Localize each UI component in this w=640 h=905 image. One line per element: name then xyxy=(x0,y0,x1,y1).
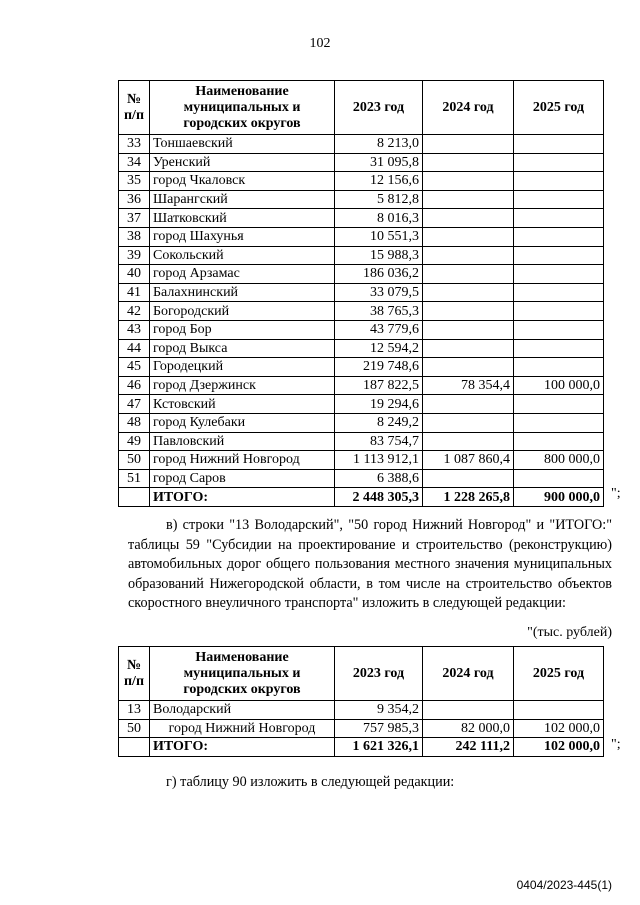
table-row xyxy=(119,701,604,720)
row-2023: 43 779,6 xyxy=(335,320,423,339)
row-number: 48 xyxy=(119,413,150,432)
table-row xyxy=(119,283,604,302)
row-2025 xyxy=(514,246,604,265)
row-2024: 1 087 860,4 xyxy=(423,451,514,470)
row-number: 46 xyxy=(119,376,150,395)
row-2024 xyxy=(423,153,514,172)
table-row xyxy=(119,451,604,470)
row-name: Кстовский xyxy=(150,395,335,414)
total-empty-cell xyxy=(119,738,150,757)
row-2025 xyxy=(514,135,604,154)
row-2025 xyxy=(514,469,604,488)
row-2025 xyxy=(514,283,604,302)
row-2024 xyxy=(423,283,514,302)
row-number: 43 xyxy=(119,320,150,339)
header-name: Наименование муниципальных и городских округов xyxy=(150,647,335,701)
row-number: 42 xyxy=(119,302,150,321)
paragraph-v: в) строки "13 Володарский", "50 город Нижний Новгород" и "ИТОГО:" таблицы 59 "Субсидии на проектирование и строительство (реконструкцию) автомобильных дорог общего пользования местного значения муниципальных образований Нижегородской области, в том числе на строительство объектов скоростного внеуличного транспорта" изложить в следующей редакции: xyxy=(128,517,612,612)
paragraph-g: г) таблицу 90 изложить в следующей редакции: xyxy=(166,774,455,790)
header-2025: 2025 год xyxy=(514,647,604,701)
row-2024 xyxy=(423,246,514,265)
table-row xyxy=(119,358,604,377)
row-2025: 102 000,0 xyxy=(514,719,604,738)
table-row xyxy=(119,153,604,172)
table-row xyxy=(119,302,604,321)
total-2025: 102 000,0 xyxy=(514,738,604,757)
row-2025 xyxy=(514,358,604,377)
row-2023: 19 294,6 xyxy=(335,395,423,414)
total-2023: 1 621 326,1 xyxy=(335,738,423,757)
row-name: город Саров xyxy=(150,469,335,488)
row-2025 xyxy=(514,209,604,228)
row-2024 xyxy=(423,339,514,358)
table2-closing-quote: "; xyxy=(611,737,621,752)
row-2024 xyxy=(423,413,514,432)
row-2025 xyxy=(514,339,604,358)
row-name: Тоншаевский xyxy=(150,135,335,154)
row-2024 xyxy=(423,358,514,377)
total-label: ИТОГО: xyxy=(150,738,335,757)
row-2023: 12 594,2 xyxy=(335,339,423,358)
row-number: 13 xyxy=(119,701,150,720)
row-number: 34 xyxy=(119,153,150,172)
row-number: 40 xyxy=(119,265,150,284)
subsidy-table-continuation xyxy=(118,80,604,507)
table-row xyxy=(119,227,604,246)
row-2023: 187 822,5 xyxy=(335,376,423,395)
row-2024 xyxy=(423,432,514,451)
table-row xyxy=(119,172,604,191)
header-num: № п/п xyxy=(119,81,150,135)
row-2023: 8 016,3 xyxy=(335,209,423,228)
row-number: 37 xyxy=(119,209,150,228)
table-row xyxy=(119,469,604,488)
row-2024: 78 354,4 xyxy=(423,376,514,395)
row-2024 xyxy=(423,172,514,191)
row-2025 xyxy=(514,413,604,432)
row-2025 xyxy=(514,265,604,284)
row-2025 xyxy=(514,172,604,191)
row-name: Уренский xyxy=(150,153,335,172)
table-row xyxy=(119,265,604,284)
row-2023: 1 113 912,1 xyxy=(335,451,423,470)
row-2023: 10 551,3 xyxy=(335,227,423,246)
row-number: 41 xyxy=(119,283,150,302)
header-name: Наименование муниципальных и городских округов xyxy=(150,81,335,135)
row-2025 xyxy=(514,320,604,339)
row-2023: 8 249,2 xyxy=(335,413,423,432)
row-2023: 33 079,5 xyxy=(335,283,423,302)
total-label: ИТОГО: xyxy=(150,488,335,507)
row-2024 xyxy=(423,227,514,246)
page-number: 102 xyxy=(309,36,331,51)
row-2023: 5 812,8 xyxy=(335,190,423,209)
row-name: город Нижний Новгород xyxy=(150,719,335,738)
row-number: 36 xyxy=(119,190,150,209)
row-2024 xyxy=(423,701,514,720)
row-2024 xyxy=(423,135,514,154)
table-row xyxy=(119,395,604,414)
unit-label: "(тыс. рублей) xyxy=(527,625,612,640)
table1-closing-quote: "; xyxy=(611,486,621,501)
row-number: 51 xyxy=(119,469,150,488)
row-number: 39 xyxy=(119,246,150,265)
header-2025: 2025 год xyxy=(514,81,604,135)
row-2023: 15 988,3 xyxy=(335,246,423,265)
row-name: город Кулебаки xyxy=(150,413,335,432)
row-2023: 219 748,6 xyxy=(335,358,423,377)
row-number: 50 xyxy=(119,451,150,470)
table-row xyxy=(119,246,604,265)
row-2024 xyxy=(423,302,514,321)
row-2025 xyxy=(514,395,604,414)
row-name: Шарангский xyxy=(150,190,335,209)
header-2023: 2023 год xyxy=(335,647,423,701)
header-2023: 2023 год xyxy=(335,81,423,135)
row-name: Сокольский xyxy=(150,246,335,265)
row-2024 xyxy=(423,395,514,414)
row-2025 xyxy=(514,227,604,246)
header-2024: 2024 год xyxy=(423,81,514,135)
row-name: город Чкаловск xyxy=(150,172,335,191)
row-number: 44 xyxy=(119,339,150,358)
row-2025 xyxy=(514,701,604,720)
row-2024 xyxy=(423,265,514,284)
row-number: 35 xyxy=(119,172,150,191)
row-2023: 6 388,6 xyxy=(335,469,423,488)
row-name: Городецкий xyxy=(150,358,335,377)
row-name: город Дзержинск xyxy=(150,376,335,395)
row-name: город Бор xyxy=(150,320,335,339)
table-row xyxy=(119,190,604,209)
row-2023: 12 156,6 xyxy=(335,172,423,191)
row-number: 49 xyxy=(119,432,150,451)
table-row xyxy=(119,135,604,154)
row-name: Володарский xyxy=(150,701,335,720)
row-2025: 800 000,0 xyxy=(514,451,604,470)
row-number: 33 xyxy=(119,135,150,154)
table-row xyxy=(119,432,604,451)
row-number: 47 xyxy=(119,395,150,414)
row-2025 xyxy=(514,432,604,451)
row-2023: 31 095,8 xyxy=(335,153,423,172)
row-2023: 8 213,0 xyxy=(335,135,423,154)
header-2024: 2024 год xyxy=(423,647,514,701)
row-name: город Выкса xyxy=(150,339,335,358)
total-empty-cell xyxy=(119,488,150,507)
table-row xyxy=(119,320,604,339)
total-2025: 900 000,0 xyxy=(514,488,604,507)
table-row xyxy=(119,719,604,738)
total-2024: 1 228 265,8 xyxy=(423,488,514,507)
row-name: Балахнинский xyxy=(150,283,335,302)
total-2023: 2 448 305,3 xyxy=(335,488,423,507)
row-name: Павловский xyxy=(150,432,335,451)
row-2024: 82 000,0 xyxy=(423,719,514,738)
total-row xyxy=(119,488,604,507)
row-2024 xyxy=(423,209,514,228)
row-2024 xyxy=(423,469,514,488)
row-name: Шатковский xyxy=(150,209,335,228)
table-row xyxy=(119,376,604,395)
row-name: город Шахунья xyxy=(150,227,335,246)
row-2025 xyxy=(514,153,604,172)
row-number: 38 xyxy=(119,227,150,246)
total-row xyxy=(119,738,604,757)
row-2023: 757 985,3 xyxy=(335,719,423,738)
header-num: № п/п xyxy=(119,647,150,701)
row-name: город Арзамас xyxy=(150,265,335,284)
row-2023: 186 036,2 xyxy=(335,265,423,284)
row-2025 xyxy=(514,302,604,321)
row-number: 50 xyxy=(119,719,150,738)
table-row xyxy=(119,209,604,228)
total-2024: 242 111,2 xyxy=(423,738,514,757)
row-number: 45 xyxy=(119,358,150,377)
row-2024 xyxy=(423,320,514,339)
document-code: 0404/2023-445(1) xyxy=(516,878,612,892)
row-2024 xyxy=(423,190,514,209)
table-row xyxy=(119,413,604,432)
row-2025: 100 000,0 xyxy=(514,376,604,395)
row-name: город Нижний Новгород xyxy=(150,451,335,470)
row-name: Богородский xyxy=(150,302,335,321)
row-2023: 9 354,2 xyxy=(335,701,423,720)
row-2025 xyxy=(514,190,604,209)
subsidy-table-59-rows xyxy=(118,646,604,757)
table-row xyxy=(119,339,604,358)
row-2023: 38 765,3 xyxy=(335,302,423,321)
row-2023: 83 754,7 xyxy=(335,432,423,451)
